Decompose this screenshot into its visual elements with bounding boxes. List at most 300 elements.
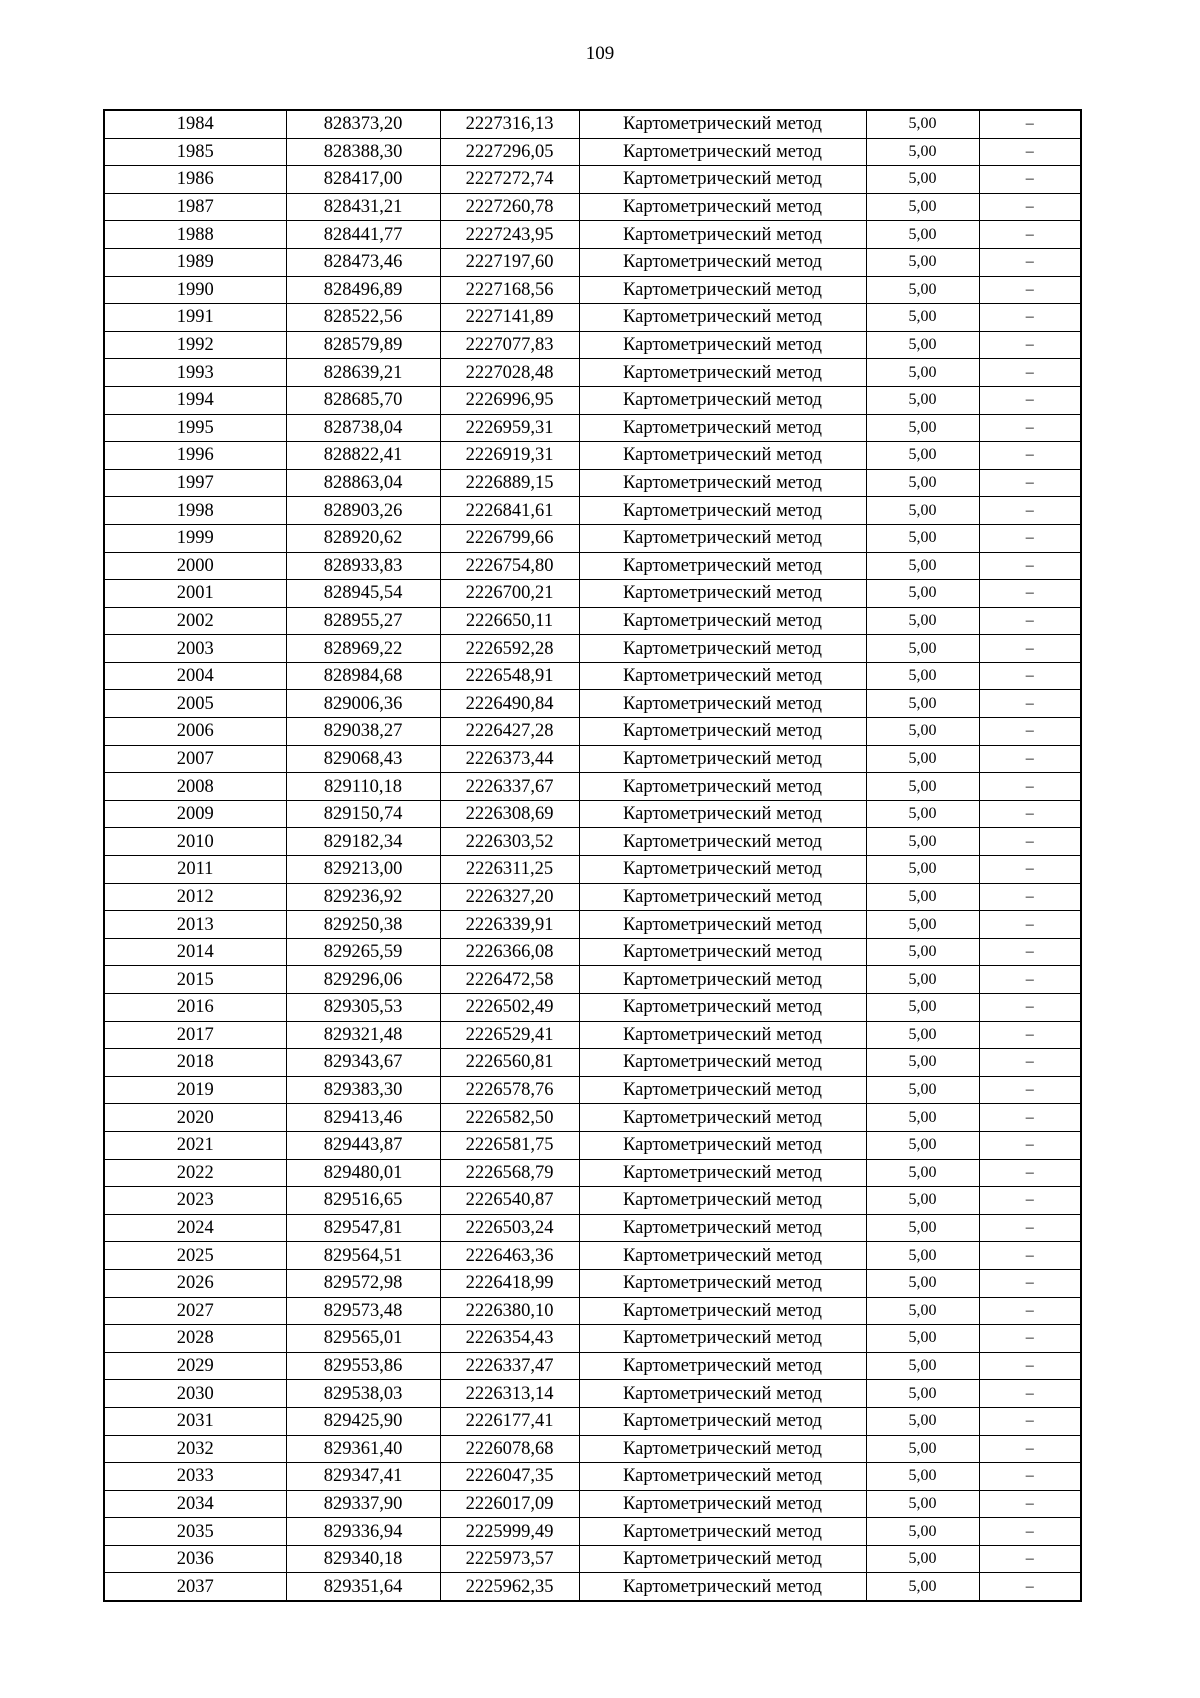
description-cell: – <box>979 1159 1081 1187</box>
description-cell: – <box>979 442 1081 470</box>
description-cell: – <box>979 1545 1081 1573</box>
description-cell: – <box>979 386 1081 414</box>
y-coordinate-cell: 2226529,41 <box>440 1021 579 1049</box>
method-cell: Картометрический метод <box>579 524 866 552</box>
x-coordinate-cell: 829443,87 <box>286 1131 440 1159</box>
point-number-cell: 1993 <box>104 359 286 387</box>
x-coordinate-cell: 829006,36 <box>286 690 440 718</box>
method-cell: Картометрический метод <box>579 1049 866 1077</box>
x-coordinate-cell: 829296,06 <box>286 966 440 994</box>
accuracy-cell: 5,00 <box>866 938 979 966</box>
table-row <box>104 1242 1081 1270</box>
description-cell: – <box>979 1463 1081 1491</box>
y-coordinate-cell: 2226841,61 <box>440 497 579 525</box>
accuracy-cell: 5,00 <box>866 304 979 332</box>
table-row <box>104 607 1081 635</box>
x-coordinate-cell: 829337,90 <box>286 1490 440 1518</box>
table-row <box>104 552 1081 580</box>
accuracy-cell: 5,00 <box>866 1407 979 1435</box>
y-coordinate-cell: 2226700,21 <box>440 580 579 608</box>
point-number-cell: 2031 <box>104 1407 286 1435</box>
accuracy-cell: 5,00 <box>866 690 979 718</box>
x-coordinate-cell: 829068,43 <box>286 745 440 773</box>
description-cell: – <box>979 1131 1081 1159</box>
y-coordinate-cell: 2226354,43 <box>440 1325 579 1353</box>
x-coordinate-cell: 829336,94 <box>286 1518 440 1546</box>
point-number-cell: 2037 <box>104 1573 286 1601</box>
table-row <box>104 1021 1081 1049</box>
point-number-cell: 1984 <box>104 110 286 138</box>
description-cell: – <box>979 331 1081 359</box>
y-coordinate-cell: 2226463,36 <box>440 1242 579 1270</box>
description-cell: – <box>979 193 1081 221</box>
point-number-cell: 2036 <box>104 1545 286 1573</box>
table-row <box>104 221 1081 249</box>
table-row <box>104 911 1081 939</box>
point-number-cell: 1994 <box>104 386 286 414</box>
x-coordinate-cell: 829425,90 <box>286 1407 440 1435</box>
x-coordinate-cell: 829213,00 <box>286 856 440 884</box>
description-cell: – <box>979 773 1081 801</box>
method-cell: Картометрический метод <box>579 745 866 773</box>
accuracy-cell: 5,00 <box>866 1214 979 1242</box>
accuracy-cell: 5,00 <box>866 662 979 690</box>
page-number: 109 <box>585 43 615 64</box>
table-row <box>104 414 1081 442</box>
x-coordinate-cell: 829383,30 <box>286 1076 440 1104</box>
method-cell: Картометрический метод <box>579 800 866 828</box>
description-cell: – <box>979 1573 1081 1601</box>
x-coordinate-cell: 829564,51 <box>286 1242 440 1270</box>
x-coordinate-cell: 829265,59 <box>286 938 440 966</box>
point-number-cell: 1999 <box>104 524 286 552</box>
point-number-cell: 2015 <box>104 966 286 994</box>
x-coordinate-cell: 829413,46 <box>286 1104 440 1132</box>
method-cell: Картометрический метод <box>579 856 866 884</box>
table-row <box>104 1490 1081 1518</box>
y-coordinate-cell: 2226502,49 <box>440 994 579 1022</box>
y-coordinate-cell: 2227028,48 <box>440 359 579 387</box>
accuracy-cell: 5,00 <box>866 635 979 663</box>
point-number-cell: 2000 <box>104 552 286 580</box>
description-cell: – <box>979 1435 1081 1463</box>
x-coordinate-cell: 828984,68 <box>286 662 440 690</box>
accuracy-cell: 5,00 <box>866 800 979 828</box>
table-row <box>104 497 1081 525</box>
description-cell: – <box>979 1269 1081 1297</box>
method-cell: Картометрический метод <box>579 386 866 414</box>
table-row <box>104 331 1081 359</box>
x-coordinate-cell: 828738,04 <box>286 414 440 442</box>
description-cell: – <box>979 635 1081 663</box>
description-cell: – <box>979 994 1081 1022</box>
point-number-cell: 1992 <box>104 331 286 359</box>
description-cell: – <box>979 166 1081 194</box>
method-cell: Картометрический метод <box>579 994 866 1022</box>
table-row <box>104 138 1081 166</box>
table-row <box>104 1076 1081 1104</box>
description-cell: – <box>979 1518 1081 1546</box>
description-cell: – <box>979 1021 1081 1049</box>
method-cell: Картометрический метод <box>579 304 866 332</box>
point-number-cell: 2034 <box>104 1490 286 1518</box>
point-number-cell: 2024 <box>104 1214 286 1242</box>
y-coordinate-cell: 2226503,24 <box>440 1214 579 1242</box>
accuracy-cell: 5,00 <box>866 883 979 911</box>
method-cell: Картометрический метод <box>579 1325 866 1353</box>
table-row <box>104 1159 1081 1187</box>
method-cell: Картометрический метод <box>579 414 866 442</box>
table-row <box>104 386 1081 414</box>
description-cell: – <box>979 276 1081 304</box>
point-number-cell: 2028 <box>104 1325 286 1353</box>
description-cell: – <box>979 662 1081 690</box>
y-coordinate-cell: 2226540,87 <box>440 1187 579 1215</box>
description-cell: – <box>979 607 1081 635</box>
method-cell: Картометрический метод <box>579 1187 866 1215</box>
table-row <box>104 166 1081 194</box>
accuracy-cell: 5,00 <box>866 469 979 497</box>
point-number-cell: 1986 <box>104 166 286 194</box>
y-coordinate-cell: 2226889,15 <box>440 469 579 497</box>
accuracy-cell: 5,00 <box>866 1352 979 1380</box>
point-number-cell: 2023 <box>104 1187 286 1215</box>
y-coordinate-cell: 2226582,50 <box>440 1104 579 1132</box>
x-coordinate-cell: 829553,86 <box>286 1352 440 1380</box>
description-cell: – <box>979 359 1081 387</box>
point-number-cell: 2001 <box>104 580 286 608</box>
method-cell: Картометрический метод <box>579 580 866 608</box>
accuracy-cell: 5,00 <box>866 138 979 166</box>
description-cell: – <box>979 248 1081 276</box>
table-row <box>104 1380 1081 1408</box>
point-number-cell: 1988 <box>104 221 286 249</box>
x-coordinate-cell: 829150,74 <box>286 800 440 828</box>
table-row <box>104 745 1081 773</box>
y-coordinate-cell: 2227243,95 <box>440 221 579 249</box>
table-row <box>104 248 1081 276</box>
method-cell: Картометрический метод <box>579 1159 866 1187</box>
description-cell: – <box>979 304 1081 332</box>
table-row <box>104 828 1081 856</box>
method-cell: Картометрический метод <box>579 166 866 194</box>
x-coordinate-cell: 829236,92 <box>286 883 440 911</box>
y-coordinate-cell: 2226548,91 <box>440 662 579 690</box>
table-row <box>104 856 1081 884</box>
point-number-cell: 2032 <box>104 1435 286 1463</box>
y-coordinate-cell: 2226078,68 <box>440 1435 579 1463</box>
method-cell: Картометрический метод <box>579 193 866 221</box>
point-number-cell: 2012 <box>104 883 286 911</box>
coordinates-table-body <box>104 110 1081 1601</box>
y-coordinate-cell: 2226017,09 <box>440 1490 579 1518</box>
y-coordinate-cell: 2226373,44 <box>440 745 579 773</box>
x-coordinate-cell: 829516,65 <box>286 1187 440 1215</box>
table-row <box>104 442 1081 470</box>
y-coordinate-cell: 2226754,80 <box>440 552 579 580</box>
x-coordinate-cell: 828496,89 <box>286 276 440 304</box>
point-number-cell: 2033 <box>104 1463 286 1491</box>
description-cell: – <box>979 1407 1081 1435</box>
description-cell: – <box>979 828 1081 856</box>
description-cell: – <box>979 690 1081 718</box>
method-cell: Картометрический метод <box>579 1269 866 1297</box>
table-row <box>104 1131 1081 1159</box>
point-number-cell: 2016 <box>104 994 286 1022</box>
accuracy-cell: 5,00 <box>866 1297 979 1325</box>
point-number-cell: 1996 <box>104 442 286 470</box>
y-coordinate-cell: 2227296,05 <box>440 138 579 166</box>
point-number-cell: 2009 <box>104 800 286 828</box>
table-row <box>104 966 1081 994</box>
accuracy-cell: 5,00 <box>866 828 979 856</box>
x-coordinate-cell: 829038,27 <box>286 718 440 746</box>
method-cell: Картометрический метод <box>579 1573 866 1601</box>
method-cell: Картометрический метод <box>579 938 866 966</box>
description-cell: – <box>979 718 1081 746</box>
x-coordinate-cell: 828955,27 <box>286 607 440 635</box>
method-cell: Картометрический метод <box>579 690 866 718</box>
x-coordinate-cell: 828822,41 <box>286 442 440 470</box>
x-coordinate-cell: 829538,03 <box>286 1380 440 1408</box>
point-number-cell: 2021 <box>104 1131 286 1159</box>
x-coordinate-cell: 828863,04 <box>286 469 440 497</box>
x-coordinate-cell: 829361,40 <box>286 1435 440 1463</box>
method-cell: Картометрический метод <box>579 1104 866 1132</box>
method-cell: Картометрический метод <box>579 1407 866 1435</box>
method-cell: Картометрический метод <box>579 1545 866 1573</box>
y-coordinate-cell: 2226560,81 <box>440 1049 579 1077</box>
accuracy-cell: 5,00 <box>866 1187 979 1215</box>
x-coordinate-cell: 829480,01 <box>286 1159 440 1187</box>
point-number-cell: 1987 <box>104 193 286 221</box>
method-cell: Картометрический метод <box>579 966 866 994</box>
x-coordinate-cell: 829565,01 <box>286 1325 440 1353</box>
x-coordinate-cell: 828685,70 <box>286 386 440 414</box>
y-coordinate-cell: 2226919,31 <box>440 442 579 470</box>
y-coordinate-cell: 2226327,20 <box>440 883 579 911</box>
x-coordinate-cell: 829343,67 <box>286 1049 440 1077</box>
point-number-cell: 2017 <box>104 1021 286 1049</box>
table-row <box>104 800 1081 828</box>
table-row <box>104 580 1081 608</box>
method-cell: Картометрический метод <box>579 1463 866 1491</box>
table-row <box>104 359 1081 387</box>
accuracy-cell: 5,00 <box>866 359 979 387</box>
x-coordinate-cell: 828522,56 <box>286 304 440 332</box>
description-cell: – <box>979 911 1081 939</box>
accuracy-cell: 5,00 <box>866 1021 979 1049</box>
coordinates-table <box>103 109 1082 1602</box>
accuracy-cell: 5,00 <box>866 552 979 580</box>
method-cell: Картометрический метод <box>579 469 866 497</box>
accuracy-cell: 5,00 <box>866 442 979 470</box>
y-coordinate-cell: 2225999,49 <box>440 1518 579 1546</box>
method-cell: Картометрический метод <box>579 1352 866 1380</box>
y-coordinate-cell: 2226311,25 <box>440 856 579 884</box>
x-coordinate-cell: 828373,20 <box>286 110 440 138</box>
description-cell: – <box>979 938 1081 966</box>
table-row <box>104 304 1081 332</box>
description-cell: – <box>979 1076 1081 1104</box>
method-cell: Картометрический метод <box>579 773 866 801</box>
x-coordinate-cell: 829572,98 <box>286 1269 440 1297</box>
method-cell: Картометрический метод <box>579 552 866 580</box>
table-row <box>104 1518 1081 1546</box>
description-cell: – <box>979 966 1081 994</box>
x-coordinate-cell: 829110,18 <box>286 773 440 801</box>
accuracy-cell: 5,00 <box>866 1490 979 1518</box>
description-cell: – <box>979 1104 1081 1132</box>
description-cell: – <box>979 524 1081 552</box>
method-cell: Картометрический метод <box>579 662 866 690</box>
x-coordinate-cell: 829305,53 <box>286 994 440 1022</box>
accuracy-cell: 5,00 <box>866 1049 979 1077</box>
table-row <box>104 1573 1081 1601</box>
table-row <box>104 1269 1081 1297</box>
accuracy-cell: 5,00 <box>866 1104 979 1132</box>
y-coordinate-cell: 2226427,28 <box>440 718 579 746</box>
description-cell: – <box>979 469 1081 497</box>
y-coordinate-cell: 2226650,11 <box>440 607 579 635</box>
y-coordinate-cell: 2226568,79 <box>440 1159 579 1187</box>
accuracy-cell: 5,00 <box>866 580 979 608</box>
method-cell: Картометрический метод <box>579 718 866 746</box>
point-number-cell: 2010 <box>104 828 286 856</box>
table-row <box>104 1407 1081 1435</box>
x-coordinate-cell: 828441,77 <box>286 221 440 249</box>
description-cell: – <box>979 1380 1081 1408</box>
x-coordinate-cell: 829182,34 <box>286 828 440 856</box>
point-number-cell: 2029 <box>104 1352 286 1380</box>
method-cell: Картометрический метод <box>579 138 866 166</box>
description-cell: – <box>979 1214 1081 1242</box>
description-cell: – <box>979 552 1081 580</box>
method-cell: Картометрический метод <box>579 1076 866 1104</box>
x-coordinate-cell: 828417,00 <box>286 166 440 194</box>
point-number-cell: 2026 <box>104 1269 286 1297</box>
accuracy-cell: 5,00 <box>866 248 979 276</box>
y-coordinate-cell: 2225962,35 <box>440 1573 579 1601</box>
point-number-cell: 2013 <box>104 911 286 939</box>
point-number-cell: 2002 <box>104 607 286 635</box>
method-cell: Картометрический метод <box>579 276 866 304</box>
y-coordinate-cell: 2225973,57 <box>440 1545 579 1573</box>
method-cell: Картометрический метод <box>579 607 866 635</box>
method-cell: Картометрический метод <box>579 1518 866 1546</box>
accuracy-cell: 5,00 <box>866 994 979 1022</box>
x-coordinate-cell: 829340,18 <box>286 1545 440 1573</box>
y-coordinate-cell: 2226177,41 <box>440 1407 579 1435</box>
table-row <box>104 938 1081 966</box>
table-row <box>104 469 1081 497</box>
description-cell: – <box>979 110 1081 138</box>
point-number-cell: 2004 <box>104 662 286 690</box>
description-cell: – <box>979 1242 1081 1270</box>
point-number-cell: 2014 <box>104 938 286 966</box>
method-cell: Картометрический метод <box>579 911 866 939</box>
table-row <box>104 1297 1081 1325</box>
point-number-cell: 1990 <box>104 276 286 304</box>
description-cell: – <box>979 800 1081 828</box>
method-cell: Картометрический метод <box>579 1435 866 1463</box>
point-number-cell: 2008 <box>104 773 286 801</box>
accuracy-cell: 5,00 <box>866 1463 979 1491</box>
description-cell: – <box>979 1187 1081 1215</box>
point-number-cell: 1995 <box>104 414 286 442</box>
x-coordinate-cell: 828639,21 <box>286 359 440 387</box>
table-row <box>104 1435 1081 1463</box>
description-cell: – <box>979 745 1081 773</box>
table-row <box>104 1049 1081 1077</box>
point-number-cell: 2018 <box>104 1049 286 1077</box>
accuracy-cell: 5,00 <box>866 414 979 442</box>
accuracy-cell: 5,00 <box>866 1545 979 1573</box>
y-coordinate-cell: 2226308,69 <box>440 800 579 828</box>
x-coordinate-cell: 828945,54 <box>286 580 440 608</box>
y-coordinate-cell: 2226418,99 <box>440 1269 579 1297</box>
table-row <box>104 1463 1081 1491</box>
y-coordinate-cell: 2226472,58 <box>440 966 579 994</box>
accuracy-cell: 5,00 <box>866 386 979 414</box>
method-cell: Картометрический метод <box>579 1297 866 1325</box>
description-cell: – <box>979 580 1081 608</box>
y-coordinate-cell: 2226578,76 <box>440 1076 579 1104</box>
accuracy-cell: 5,00 <box>866 1159 979 1187</box>
method-cell: Картометрический метод <box>579 1131 866 1159</box>
method-cell: Картометрический метод <box>579 331 866 359</box>
table-row <box>104 1545 1081 1573</box>
point-number-cell: 2003 <box>104 635 286 663</box>
accuracy-cell: 5,00 <box>866 1435 979 1463</box>
point-number-cell: 1991 <box>104 304 286 332</box>
accuracy-cell: 5,00 <box>866 1131 979 1159</box>
accuracy-cell: 5,00 <box>866 911 979 939</box>
table-row <box>104 1352 1081 1380</box>
accuracy-cell: 5,00 <box>866 1242 979 1270</box>
accuracy-cell: 5,00 <box>866 1380 979 1408</box>
description-cell: – <box>979 1325 1081 1353</box>
accuracy-cell: 5,00 <box>866 1076 979 1104</box>
accuracy-cell: 5,00 <box>866 718 979 746</box>
y-coordinate-cell: 2226996,95 <box>440 386 579 414</box>
description-cell: – <box>979 138 1081 166</box>
point-number-cell: 2006 <box>104 718 286 746</box>
point-number-cell: 1997 <box>104 469 286 497</box>
x-coordinate-cell: 829321,48 <box>286 1021 440 1049</box>
point-number-cell: 2020 <box>104 1104 286 1132</box>
point-number-cell: 2011 <box>104 856 286 884</box>
description-cell: – <box>979 883 1081 911</box>
accuracy-cell: 5,00 <box>866 193 979 221</box>
point-number-cell: 1985 <box>104 138 286 166</box>
table-row <box>104 690 1081 718</box>
description-cell: – <box>979 414 1081 442</box>
table-row <box>104 883 1081 911</box>
point-number-cell: 2030 <box>104 1380 286 1408</box>
x-coordinate-cell: 829547,81 <box>286 1214 440 1242</box>
y-coordinate-cell: 2226490,84 <box>440 690 579 718</box>
x-coordinate-cell: 829250,38 <box>286 911 440 939</box>
accuracy-cell: 5,00 <box>866 1518 979 1546</box>
description-cell: – <box>979 1490 1081 1518</box>
method-cell: Картометрический метод <box>579 1490 866 1518</box>
description-cell: – <box>979 497 1081 525</box>
description-cell: – <box>979 1297 1081 1325</box>
accuracy-cell: 5,00 <box>866 607 979 635</box>
y-coordinate-cell: 2226339,91 <box>440 911 579 939</box>
table-row <box>104 110 1081 138</box>
